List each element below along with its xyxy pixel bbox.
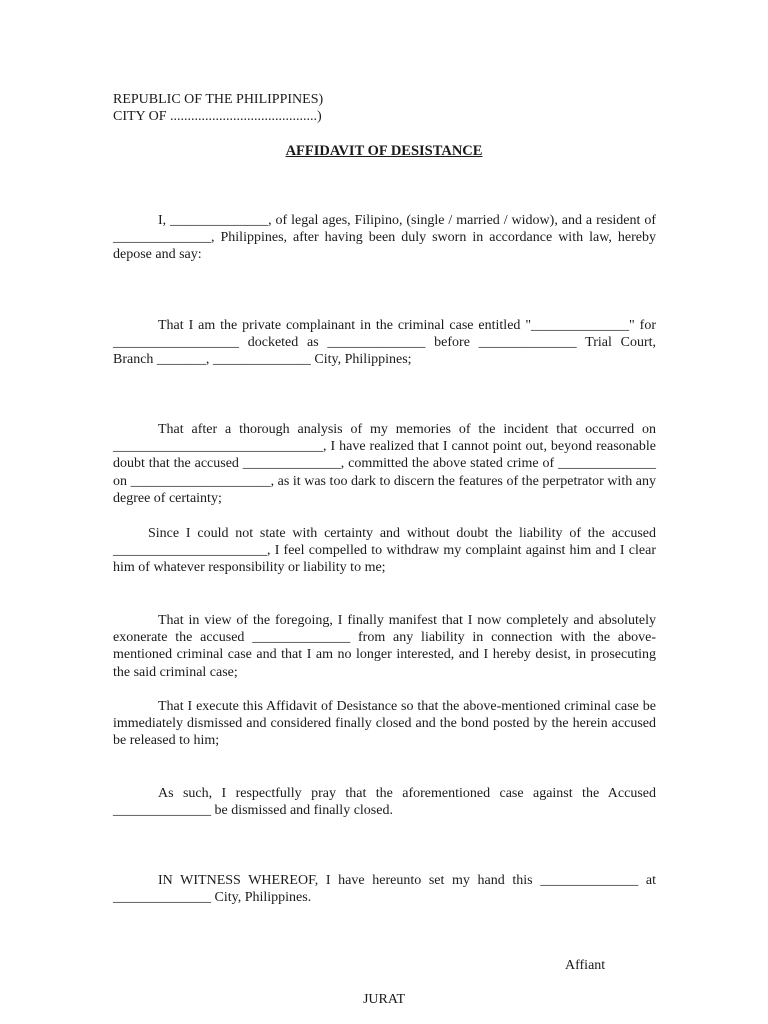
paragraph-withdrawal: Since I could not state with certainty and without doubt the liability of the accused ______________________, I feel compelled to withdraw my complaint against him and I clear him of whatever responsibility or liability to me; — [113, 526, 656, 576]
jurat-heading: JURAT — [362, 992, 405, 1007]
paragraph-exoneration: That in view of the foregoing, I finally manifest that I now completely and absolutely exonerate the accused ______________ from any liability in connection with the above-mentioned criminal case and that I am no longer interested, and I hereby desist, in prosecuting the said criminal case; — [113, 613, 656, 680]
affiant-label: Affiant — [565, 958, 606, 973]
document-title: AFFIDAVIT OF DESISTANCE — [285, 143, 483, 159]
paragraph-analysis: That after a thorough analysis of my memories of the incident that occurred on ______________________________, I have realized that I cannot point out, beyond reasonable doubt that the accused ______________, committed the above stated crime of ______________ on ____________________, as it was too dark to discern the features of the perpetrator with any degree of certainty; — [113, 422, 656, 506]
paragraph-identity: I, ______________, of legal ages, Filipino, (single / married / widow), and a resident of ______________, Philippines, after having been duly sworn in accordance with law, hereby depose and say: — [113, 213, 656, 263]
paragraph-witness: IN WITNESS WHEREOF, I have hereunto set my hand this ______________ at ______________ City, Philippines. — [113, 873, 656, 906]
caption-republic: REPUBLIC OF THE PHILIPPINES) — [113, 92, 324, 107]
caption-city: CITY OF ..........................................) — [113, 109, 322, 124]
paragraph-prayer: As such, I respectfully pray that the aforementioned case against the Accused ______________ be dismissed and finally closed. — [113, 786, 656, 819]
paragraph-complainant: That I am the private complainant in the criminal case entitled "______________" for __________________ docketed as ______________ before ______________ Trial Court, Branch _______, ______________ City, Philippines; — [113, 318, 656, 368]
paragraph-execution: That I execute this Affidavit of Desistance so that the above-mentioned criminal case be immediately dismissed and considered finally closed and the bond posted by the herein accused be released to him; — [113, 699, 656, 749]
